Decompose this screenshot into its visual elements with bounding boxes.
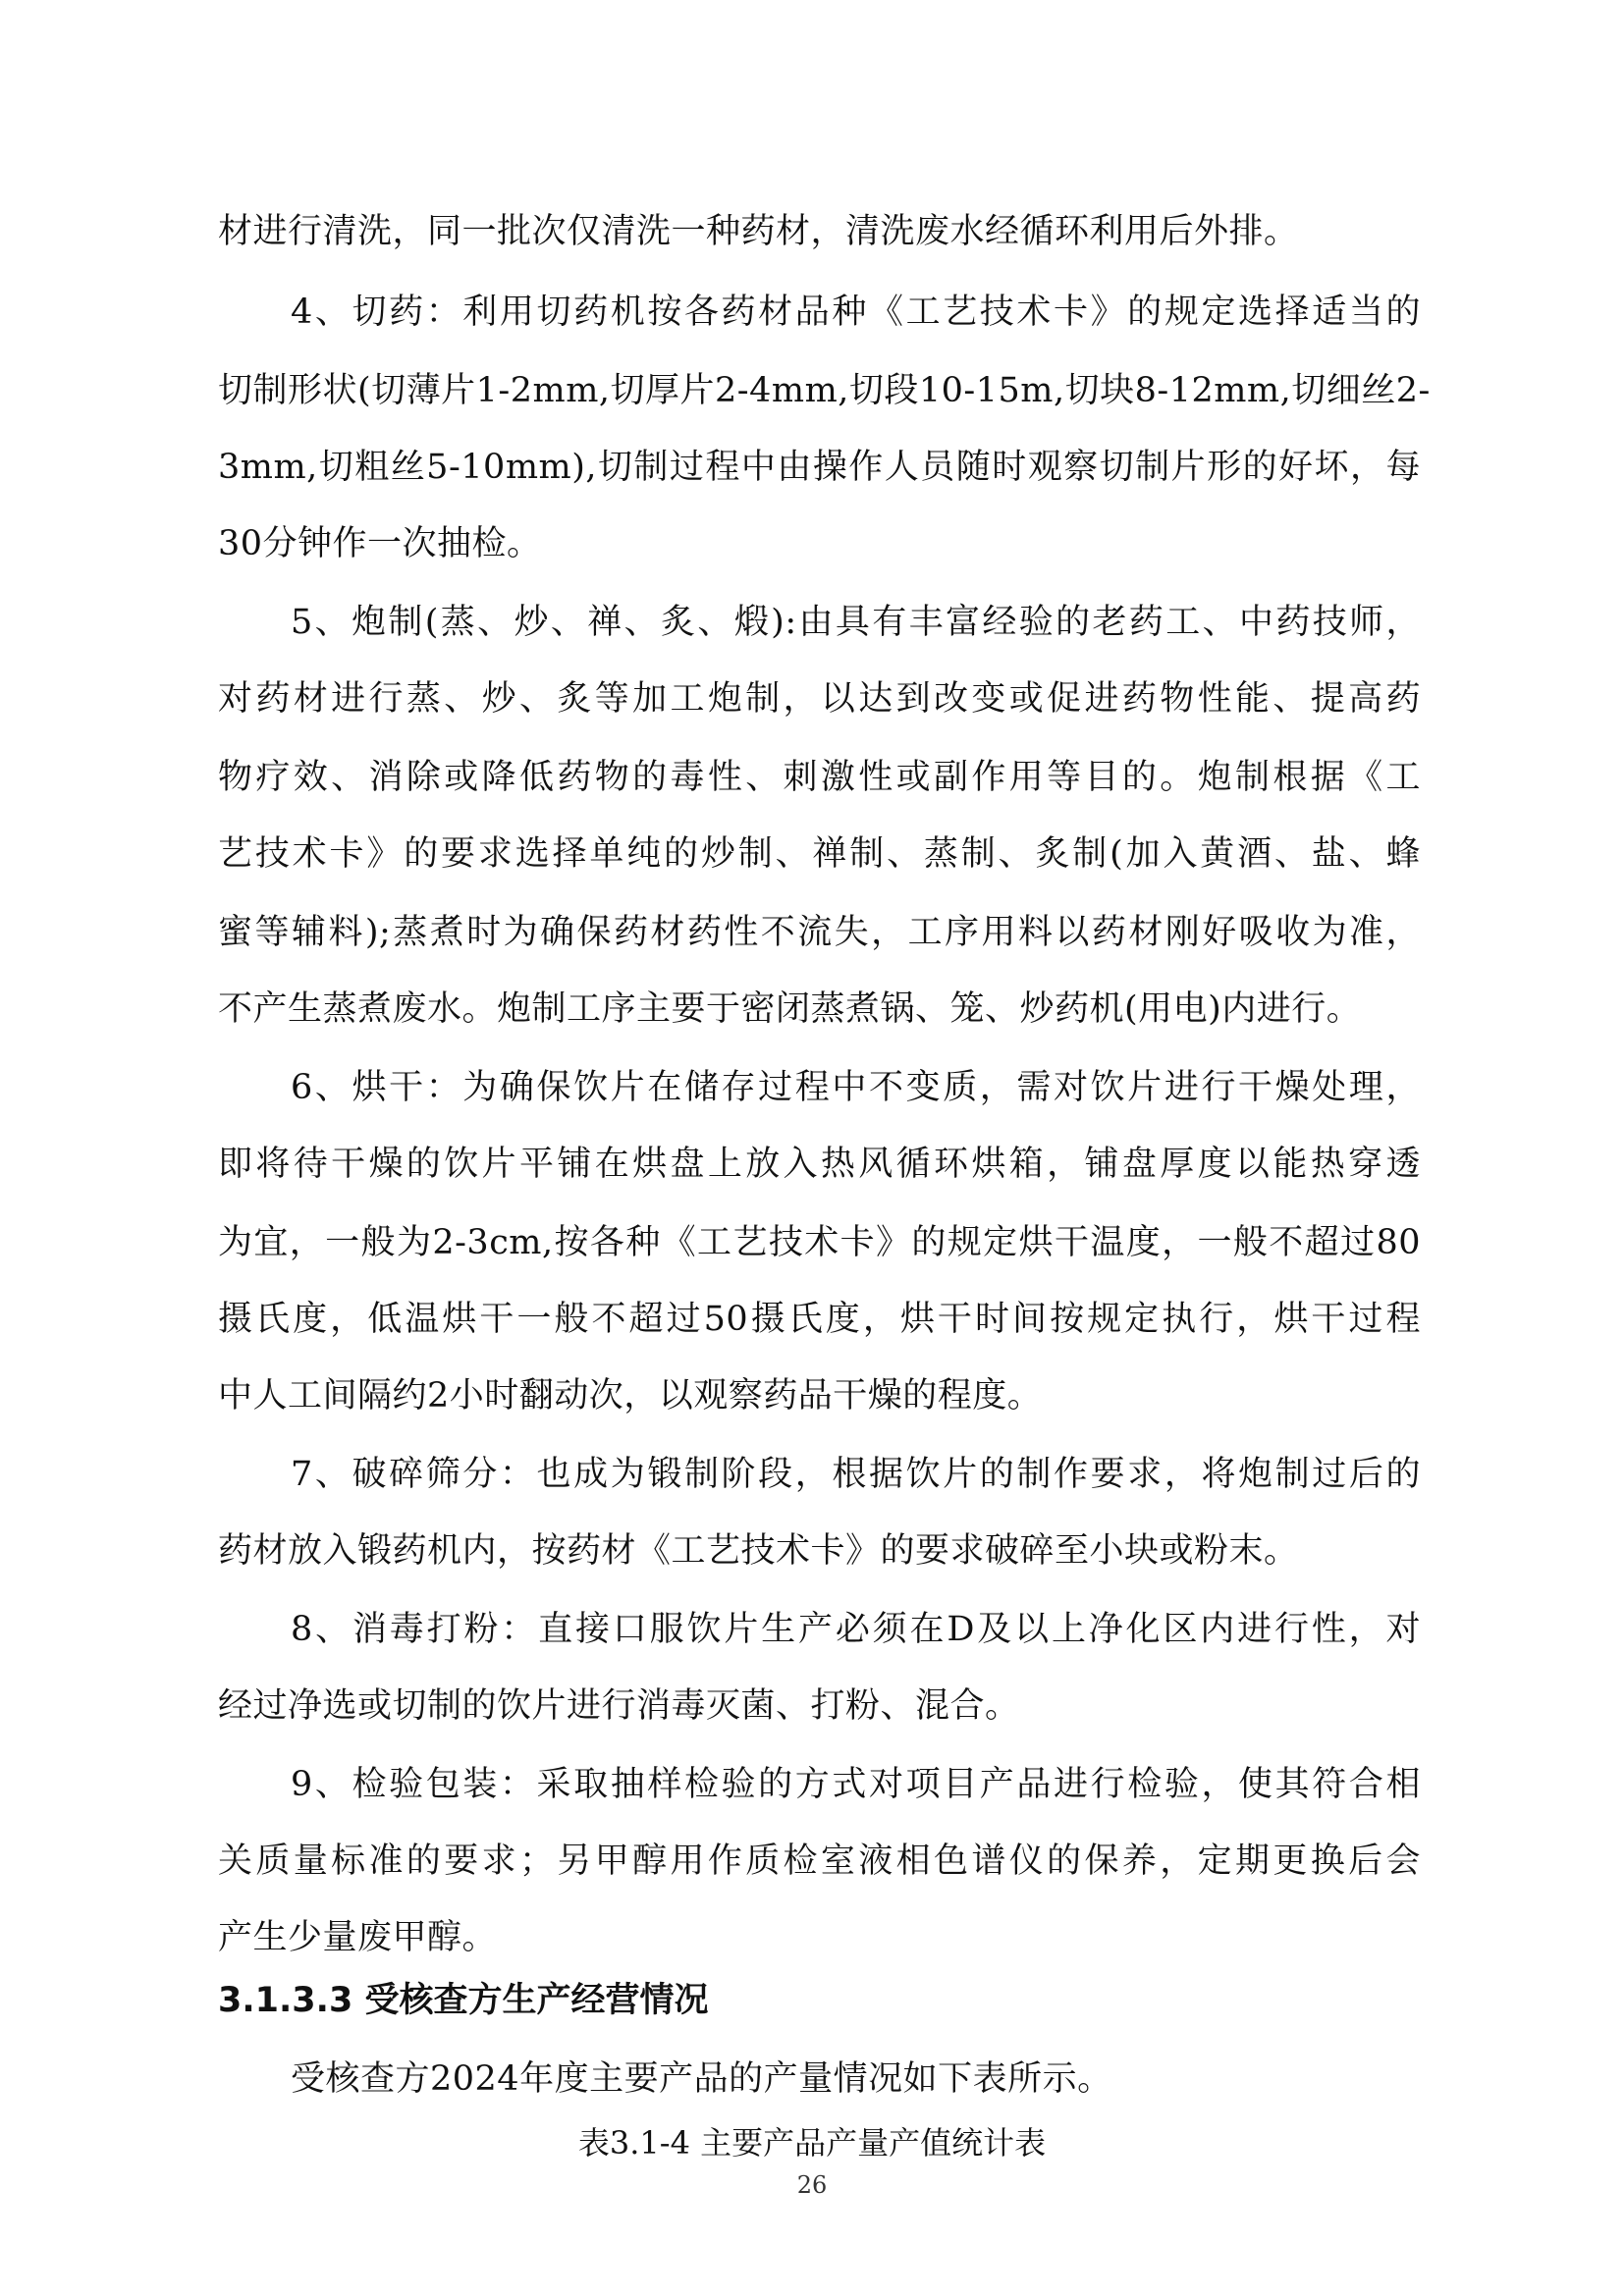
paragraph-line: 5、炮制(蒸、炒、禅、炙、煅):由具有丰富经验的老药工、中药技师， <box>291 603 1421 642</box>
paragraph-line: 经过净选或切制的饮片进行消毒灭菌、打粉、混合。 <box>218 1686 1020 1726</box>
paragraph-line: 物疗效、消除或降低药物的毒性、刺激性或副作用等目的。炮制根据《工 <box>218 758 1421 797</box>
paragraph-line: 对药材进行蒸、炒、炙等加工炮制，以达到改变或促进药物性能、提高药 <box>218 679 1421 719</box>
page-number: 26 <box>796 2171 828 2199</box>
paragraph-line: 产生少量废甲醇。 <box>218 1918 498 1957</box>
paragraph-line: 8、消毒打粉：直接口服饮片生产必须在D及以上净化区内进行性，对 <box>291 1610 1421 1649</box>
paragraph-line: 摄氏度，低温烘干一般不超过50摄氏度，烘干时间按规定执行，烘干过程 <box>218 1300 1421 1339</box>
paragraph-line: 材进行清洗，同一批次仅清洗一种药材，清洗废水经循环利用后外排。 <box>218 212 1299 251</box>
paragraph-line: 9、检验包装：采取抽样检验的方式对项目产品进行检验，使其符合相 <box>291 1765 1421 1804</box>
paragraph-line: 蜜等辅料);蒸煮时为确保药材药性不流失，工序用料以药材刚好吸收为准， <box>218 913 1421 952</box>
paragraph-line: 不产生蒸煮废水。炮制工序主要于密闭蒸煮锅、笼、炒药机(用电)内进行。 <box>218 989 1362 1029</box>
table-caption: 表3.1-4 主要产品产量产值统计表 <box>577 2124 1047 2162</box>
paragraph-line: 药材放入锻药机内，按药材《工艺技术卡》的要求破碎至小块或粉末。 <box>218 1531 1299 1571</box>
paragraph-line: 6、烘干：为确保饮片在储存过程中不变质，需对饮片进行干燥处理， <box>291 1068 1421 1107</box>
paragraph-line: 即将待干燥的饮片平铺在烘盘上放入热风循环烘箱，铺盘厚度以能热穿透 <box>218 1145 1421 1184</box>
paragraph-line: 7、破碎筛分：也成为锻制阶段，根据饮片的制作要求，将炮制过后的 <box>291 1455 1421 1494</box>
paragraph-line: 为宜，一般为2-3cm,按各种《工艺技术卡》的规定烘干温度，一般不超过80 <box>218 1223 1421 1262</box>
paragraph-line: 切制形状(切薄片1-2mm,切厚片2-4mm,切段10-15m,切块8-12mm,切细丝2- <box>218 371 1431 410</box>
section-intro: 受核查方2024年度主要产品的产量情况如下表所示。 <box>291 2059 1112 2099</box>
paragraph-line: 中人工间隔约2小时翻动次，以观察药品干燥的程度。 <box>218 1376 1043 1415</box>
paragraph-line: 关质量标准的要求；另甲醇用作质检室液相色谱仪的保养，定期更换后会 <box>218 1842 1421 1881</box>
section-heading: 3.1.3.3 受核查方生产经营情况 <box>218 1981 709 2020</box>
paragraph-line: 4、切药：利用切药机按各药材品种《工艺技术卡》的规定选择适当的 <box>291 293 1421 332</box>
paragraph-line: 3mm,切粗丝5-10mm),切制过程中由操作人员随时观察切制片形的好坏，每 <box>218 448 1421 487</box>
paragraph-line: 艺技术卡》的要求选择单纯的炒制、禅制、蒸制、炙制(加入黄酒、盐、蜂 <box>218 834 1421 874</box>
paragraph-line: 30分钟作一次抽检。 <box>218 524 542 563</box>
